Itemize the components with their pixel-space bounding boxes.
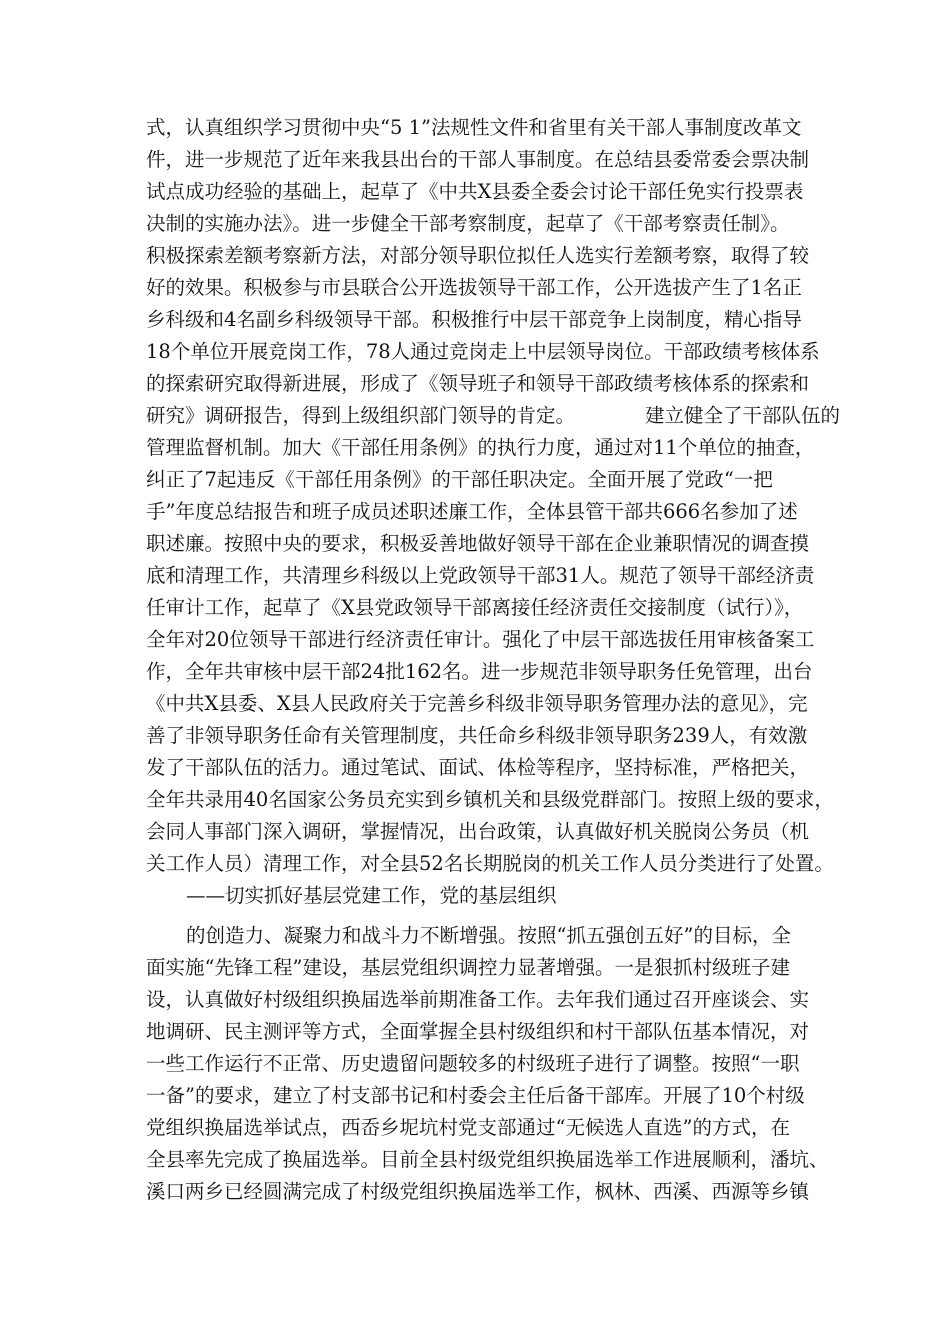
text-line: 底和清理工作，共清理乡科级以上党政领导干部31人。规范了领导干部经济责 xyxy=(146,564,815,587)
text-line: 纠正了7起违反《干部任用条例》的干部任职决定。全面开展了党政“一把 xyxy=(146,468,773,491)
text-line: 党组织换届选举试点，西岙乡坭坑村党支部通过“无候选人直选”的方式，在 xyxy=(146,1116,790,1139)
section-heading: ——切实抓好基层党建工作，党的基层组织 xyxy=(186,884,557,907)
text-line: 乡科级和4名副乡科级领导干部。积极推行中层干部竞争上岗制度，精心指导 xyxy=(146,308,802,331)
text-line: 设，认真做好村级组织换届选举前期准备工作。去年我们通过召开座谈会、实 xyxy=(146,988,810,1011)
text-line: 职述廉。按照中央的要求，积极妥善地做好领导干部在企业兼职情况的调查摸 xyxy=(146,532,810,555)
text-line: 的创造力、凝聚力和战斗力不断增强。按照“抓五强创五好”的目标，全 xyxy=(186,924,791,947)
text-line: 件，进一步规范了近年来我县出台的干部人事制度。在总结县委常委会票决制 xyxy=(146,148,810,171)
text-line: 决制的实施办法》。进一步健全干部考察制度，起草了《干部考察责任制》。 xyxy=(146,212,790,235)
text-line: 关工作人员）清理工作，对全县52名长期脱岗的机关工作人员分类进行了处置。 xyxy=(146,852,834,875)
text-line: 的探索研究取得新进展，形成了《领导班子和领导干部政绩考核体系的探索和 xyxy=(146,372,810,395)
text-line: 发了干部队伍的活力。通过笔试、面试、体检等程序，坚持标准，严格把关， xyxy=(146,756,810,779)
text-line: 全年共录用40名国家公务员充实到乡镇机关和县级党群部门。按照上级的要求， xyxy=(146,788,834,811)
text-segment: 研究》调研报告，得到上级组织部门领导的肯定。 xyxy=(146,404,576,427)
text-line: 任审计工作，起草了《X县党政领导干部离接任经济责任交接制度（试行）》， xyxy=(146,596,804,619)
text-line xyxy=(146,402,840,430)
text-line: 好的效果。积极参与市县联合公开选拔领导干部工作，公开选拔产生了1名正 xyxy=(146,276,802,299)
text-line: 溪口两乡已经圆满完成了村级党组织换届选举工作，枫林、西溪、西源等乡镇 xyxy=(146,1180,810,1203)
text-line: 式，认真组织学习贯彻中央“5 1”法规性文件和省里有关干部人事制度改革文 xyxy=(146,116,802,139)
text-line: 积极探索差额考察新方法，对部分领导职位拟任人选实行差额考察，取得了较 xyxy=(146,244,810,267)
text-line: 一些工作运行不正常、历史遗留问题较多的村级班子进行了调整。按照“一职 xyxy=(146,1052,800,1075)
text-line: 全县率先完成了换届选举。目前全县村级党组织换届选举工作进展顺利，潘坑、 xyxy=(146,1148,829,1171)
text-line: 全年对20位领导干部进行经济责任审计。强化了中层干部选拔任用审核备案工 xyxy=(146,628,815,651)
text-line: 《中共X县委、X县人民政府关于完善乡科级非领导职务管理办法的意见》，完 xyxy=(146,692,808,715)
text-segment: 建立健全了干部队伍的 xyxy=(645,404,841,427)
text-line: 善了非领导职务任命有关管理制度，共任命乡科级非领导职务239人，有效激 xyxy=(146,724,808,747)
text-line: 试点成功经验的基础上，起草了《中共X县委全委会讨论干部任免实行投票表 xyxy=(146,180,804,203)
text-line: 会同人事部门深入调研，掌握情况，出台政策，认真做好机关脱岗公务员（机 xyxy=(146,820,810,843)
text-line: 作，全年共审核中层干部24批162名。进一步规范非领导职务任免管理，出台 xyxy=(146,660,813,683)
text-line: 面实施“先锋工程”建设，基层党组织调控力显著增强。一是狠抓村级班子建 xyxy=(146,956,790,979)
text-line: 一备”的要求，建立了村支部书记和村委会主任后备干部库。开展了10个村级 xyxy=(146,1084,805,1107)
text-line: 18个单位开展竞岗工作，78人通过竞岗走上中层领导岗位。干部政绩考核体系 xyxy=(146,340,820,363)
text-line: 地调研、民主测评等方式，全面掌握全县村级组织和村干部队伍基本情况，对 xyxy=(146,1020,810,1043)
text-line: 管理监督机制。加大《干部任用条例》的执行力度，通过对11个单位的抽查， xyxy=(146,436,815,459)
text-line: 手”年度总结报告和班子成员述职述廉工作，全体县管干部共666名参加了述 xyxy=(146,500,798,523)
